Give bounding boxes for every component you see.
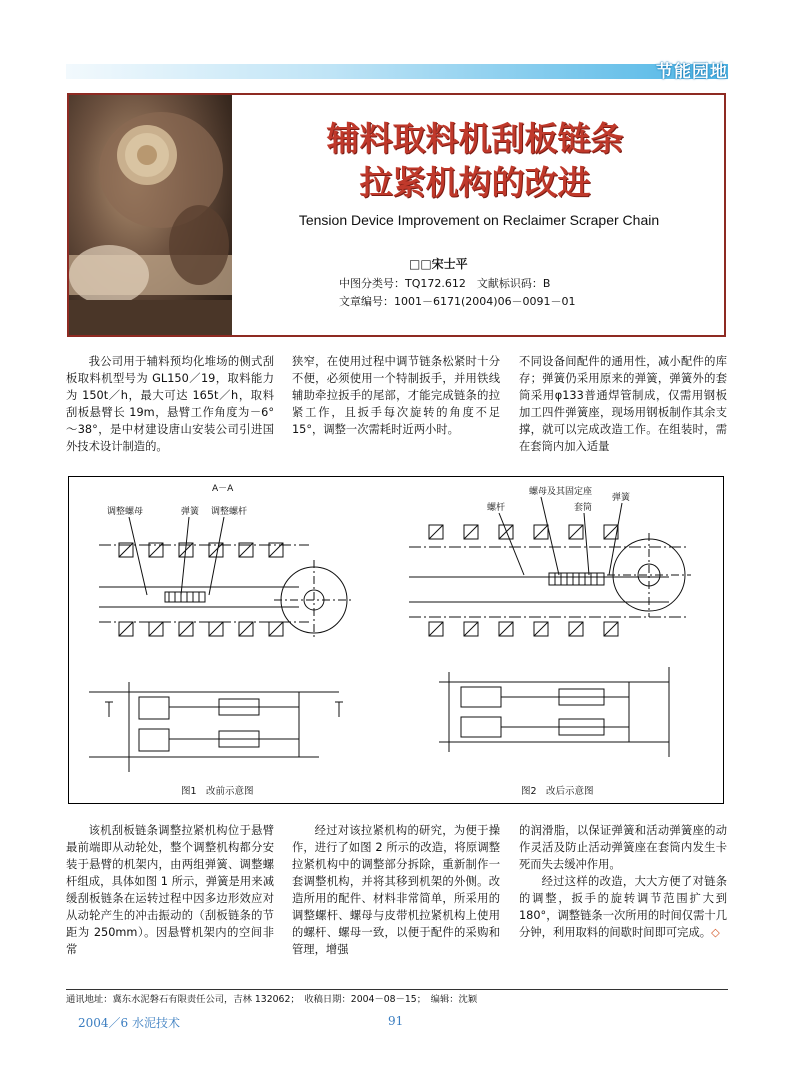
- column-3-bottom: [519, 822, 727, 941]
- chain-photo: [69, 95, 232, 335]
- journal-name: 2004／6 水泥技术: [78, 1016, 180, 1030]
- paragraph: 该机刮板链条调整拉紧机构位于悬臂最前端即从动轮处，整个调整机构都分安装于悬臂的机架内，由两组弹簧、调整螺杆组成，具体如图 1 所示，弹簧是用来减缓刮板链条在运转过程中因多边形效应对从动轮产生的冲击振动的（刮板链条的节距为 250mm）。因悬臂机架内的空间非常: [66, 824, 274, 956]
- fig1-label-screw: 调整螺杆: [211, 507, 248, 517]
- paragraph-text: 经过这样的改造，大大方便了对链条的调整，扳手的旋转调节范围扩大到 180°，调整链条一次所用的时间仅需十几分钟，利用取料的间歇时间即可完成。: [519, 875, 727, 939]
- paragraph: 的润滑脂，以保证弹簧和活动弹簧座的动作灵活及防止活动弹簧座在套筒内发生卡死而失去缓冲作用。: [519, 824, 727, 871]
- author: □□宋士平: [409, 257, 468, 271]
- paragraph: 经过对该拉紧机构的研究，为便于操作，进行了如图 2 所示的改造，将原调整拉紧机构中的调整部分拆除，重新制作一套调整机构，并将其移到机架的外侧。改造所用的配件、材料非常简单，所采用的调整螺杆、螺母与皮带机拉紧机构上使用的螺杆、螺母一致，以便于配件的采购和管理，增强: [292, 824, 500, 956]
- fig2-label-spring: 弹簧: [612, 493, 631, 503]
- english-title: Tension Device Improvement on Reclaimer Scraper Chain: [298, 212, 660, 228]
- fig2-label-sleeve: 套筒: [574, 503, 593, 513]
- fig1-label-nut: 调整螺母: [107, 507, 144, 517]
- header-band: [66, 64, 728, 79]
- column-1-top: [66, 353, 274, 455]
- fig2-label-screw: 螺杆: [487, 503, 506, 513]
- fig1-label-spring: 弹簧: [181, 507, 200, 517]
- chain-photo-graphic: [69, 95, 232, 335]
- footer-rule: [66, 989, 728, 990]
- column-1-bottom: [66, 822, 274, 958]
- fig1-section-label: A－A: [212, 484, 234, 494]
- page-number: 91: [388, 1014, 404, 1028]
- fig2-label-nut-seat: 螺母及其固定座: [529, 487, 593, 497]
- figure-2-caption: 图2 改后示意图: [521, 786, 594, 797]
- article-title: [295, 117, 655, 205]
- section-tag: 节能园地: [656, 62, 728, 82]
- column-2-bottom: [292, 822, 500, 958]
- article-number: 文章编号：1001－6171(2004)06－0091－01: [339, 295, 576, 308]
- footnote: 通讯地址：冀东水泥磐石有限责任公司，吉林 132062； 收稿日期：2004－08－15； 编辑：沈颖: [66, 994, 478, 1005]
- paragraph: 我公司用于辅料预均化堆场的侧式刮板取料机型号为 GL150／19，取料能力为 150t／h，最大可达 165t／h，取料刮板悬臂长 19m，悬臂工作角度为－6°～38°，是中材建设唐山安装公司引进国外技术设计制造的。: [66, 355, 274, 453]
- title-line-2: 拉紧机构的改进: [359, 163, 591, 202]
- figure-box: [68, 476, 724, 804]
- figure-1-caption: 图1 改前示意图: [181, 786, 254, 797]
- column-2-top: [292, 353, 500, 438]
- paragraph: 不同设备间配件的通用性，减小配件的库存；弹簧仍采用原来的弹簧，弹簧外的套筒采用φ133普通焊管制成，仅需用钢板加工四件弹簧座，现场用钢板制作其余支撑，就可以完成改造工作。在组装时，需在套筒内加入适量: [519, 355, 727, 453]
- article-header: [67, 93, 726, 337]
- title-line-1: 辅料取料机刮板链条: [326, 119, 624, 158]
- end-mark-icon: ◇: [711, 926, 720, 939]
- paragraph: 狭窄，在使用过程中调节链条松紧时十分不便，必须使用一个特制扳手，并用铁线辅助牵拉扳手的尾部，才能完成链条的拉紧工作，且扳手每次旋转的角度不足 15°，调整一次需耗时近两小时。: [292, 355, 500, 436]
- classification: 中图分类号：TQ172.612 文献标识码：B: [339, 277, 551, 290]
- paragraph-final: [519, 873, 727, 941]
- column-3-top: [519, 353, 727, 469]
- figure-drawings: [69, 477, 723, 803]
